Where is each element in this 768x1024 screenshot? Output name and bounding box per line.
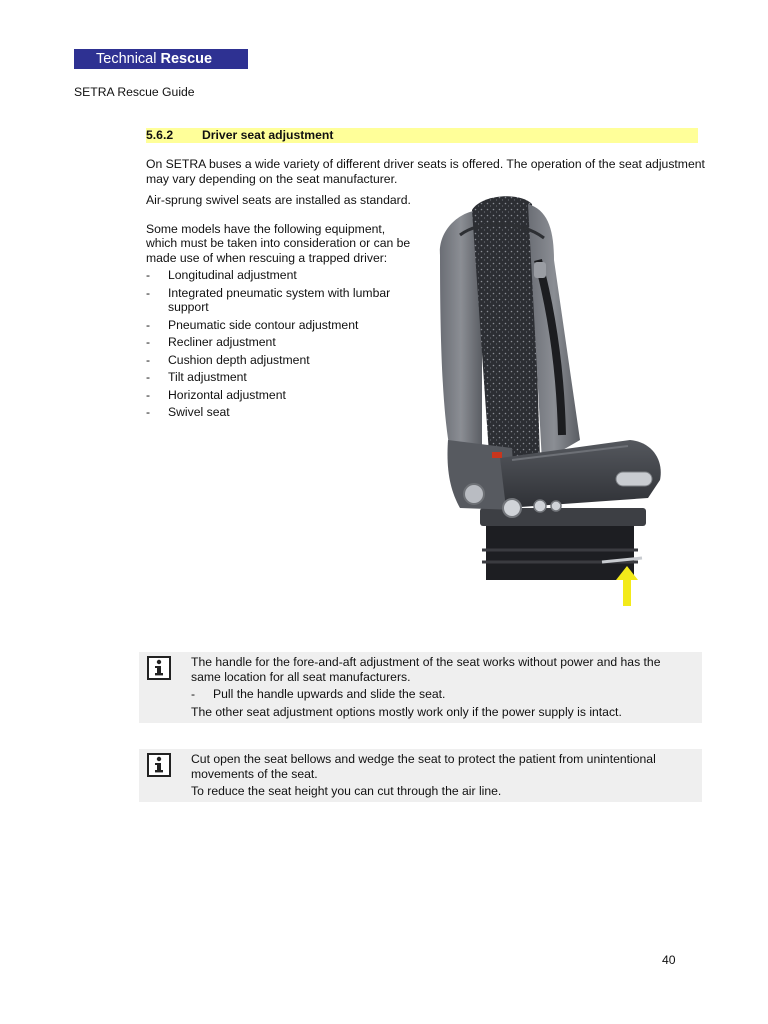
list-dash: - <box>146 285 151 300</box>
yellow-arrow-up-icon <box>616 566 638 606</box>
note-text: To reduce the seat height you can cut through the air line. <box>191 784 502 798</box>
brand-bold-text: Rescue <box>160 51 213 67</box>
list-dash: - <box>146 317 151 332</box>
section-number: 5.6.2 <box>146 128 174 142</box>
list-dash: - <box>146 370 151 384</box>
note-text: The handle for the fore-and-aft adjustment of the seat works without power and has the same location for all seat manufacturers. <box>191 655 661 684</box>
page-number: 40 <box>662 953 676 967</box>
section-title: Driver seat adjustment <box>202 128 334 142</box>
standard-paragraph: Air-sprung swivel seats are installed as standard. <box>146 193 411 207</box>
note-text: Cut open the seat bellows and wedge the seat to protect the patient from unintentional movements of the seat. <box>191 752 656 781</box>
note-subitem: - Pull the handle upwards and slide the seat. <box>191 687 446 701</box>
info-note-fore-aft <box>139 652 702 723</box>
list-dash: - <box>146 268 151 282</box>
brand-banner <box>74 49 248 69</box>
driver-seat-illustration <box>420 190 698 610</box>
list-item: - Cushion depth adjustment <box>146 352 310 367</box>
list-item: - Tilt adjustment <box>146 370 247 384</box>
list-item: - Integrated pneumatic system with lumbar support <box>146 285 391 314</box>
info-note-bellows <box>139 749 702 802</box>
list-dash: - <box>146 405 151 419</box>
section-heading <box>146 128 698 143</box>
list-dash: - <box>146 335 151 349</box>
equipment-list <box>146 268 416 420</box>
equipment-intro: Some models have the following equipment, which must be taken into consideration or can be made use of when rescuing a trapped driver: <box>146 221 411 265</box>
list-item: - Recliner adjustment <box>146 335 276 349</box>
list-item: - Horizontal adjustment <box>146 387 286 402</box>
info-icon <box>147 753 171 777</box>
equipment-column <box>146 193 416 423</box>
note-text: The other seat adjustment options mostly work only if the power supply is intact. <box>191 704 622 719</box>
list-item: - Longitudinal adjustment <box>146 268 297 282</box>
list-item: - Swivel seat <box>146 405 230 419</box>
list-dash: - <box>146 387 151 402</box>
intro-paragraph: On SETRA buses a wide variety of different driver seats is offered. The operation of the seat adjustment may vary depending on the seat manufacturer. <box>146 157 705 186</box>
list-dash: - <box>146 352 151 367</box>
list-dash: - <box>191 687 196 701</box>
driver-seat-figure <box>420 190 698 610</box>
intro-block <box>146 157 706 192</box>
brand-light-text: Technical <box>96 51 157 67</box>
list-item: - Pneumatic side contour adjustment <box>146 317 359 332</box>
info-icon <box>147 656 171 680</box>
guide-title: SETRA Rescue Guide <box>74 85 195 99</box>
